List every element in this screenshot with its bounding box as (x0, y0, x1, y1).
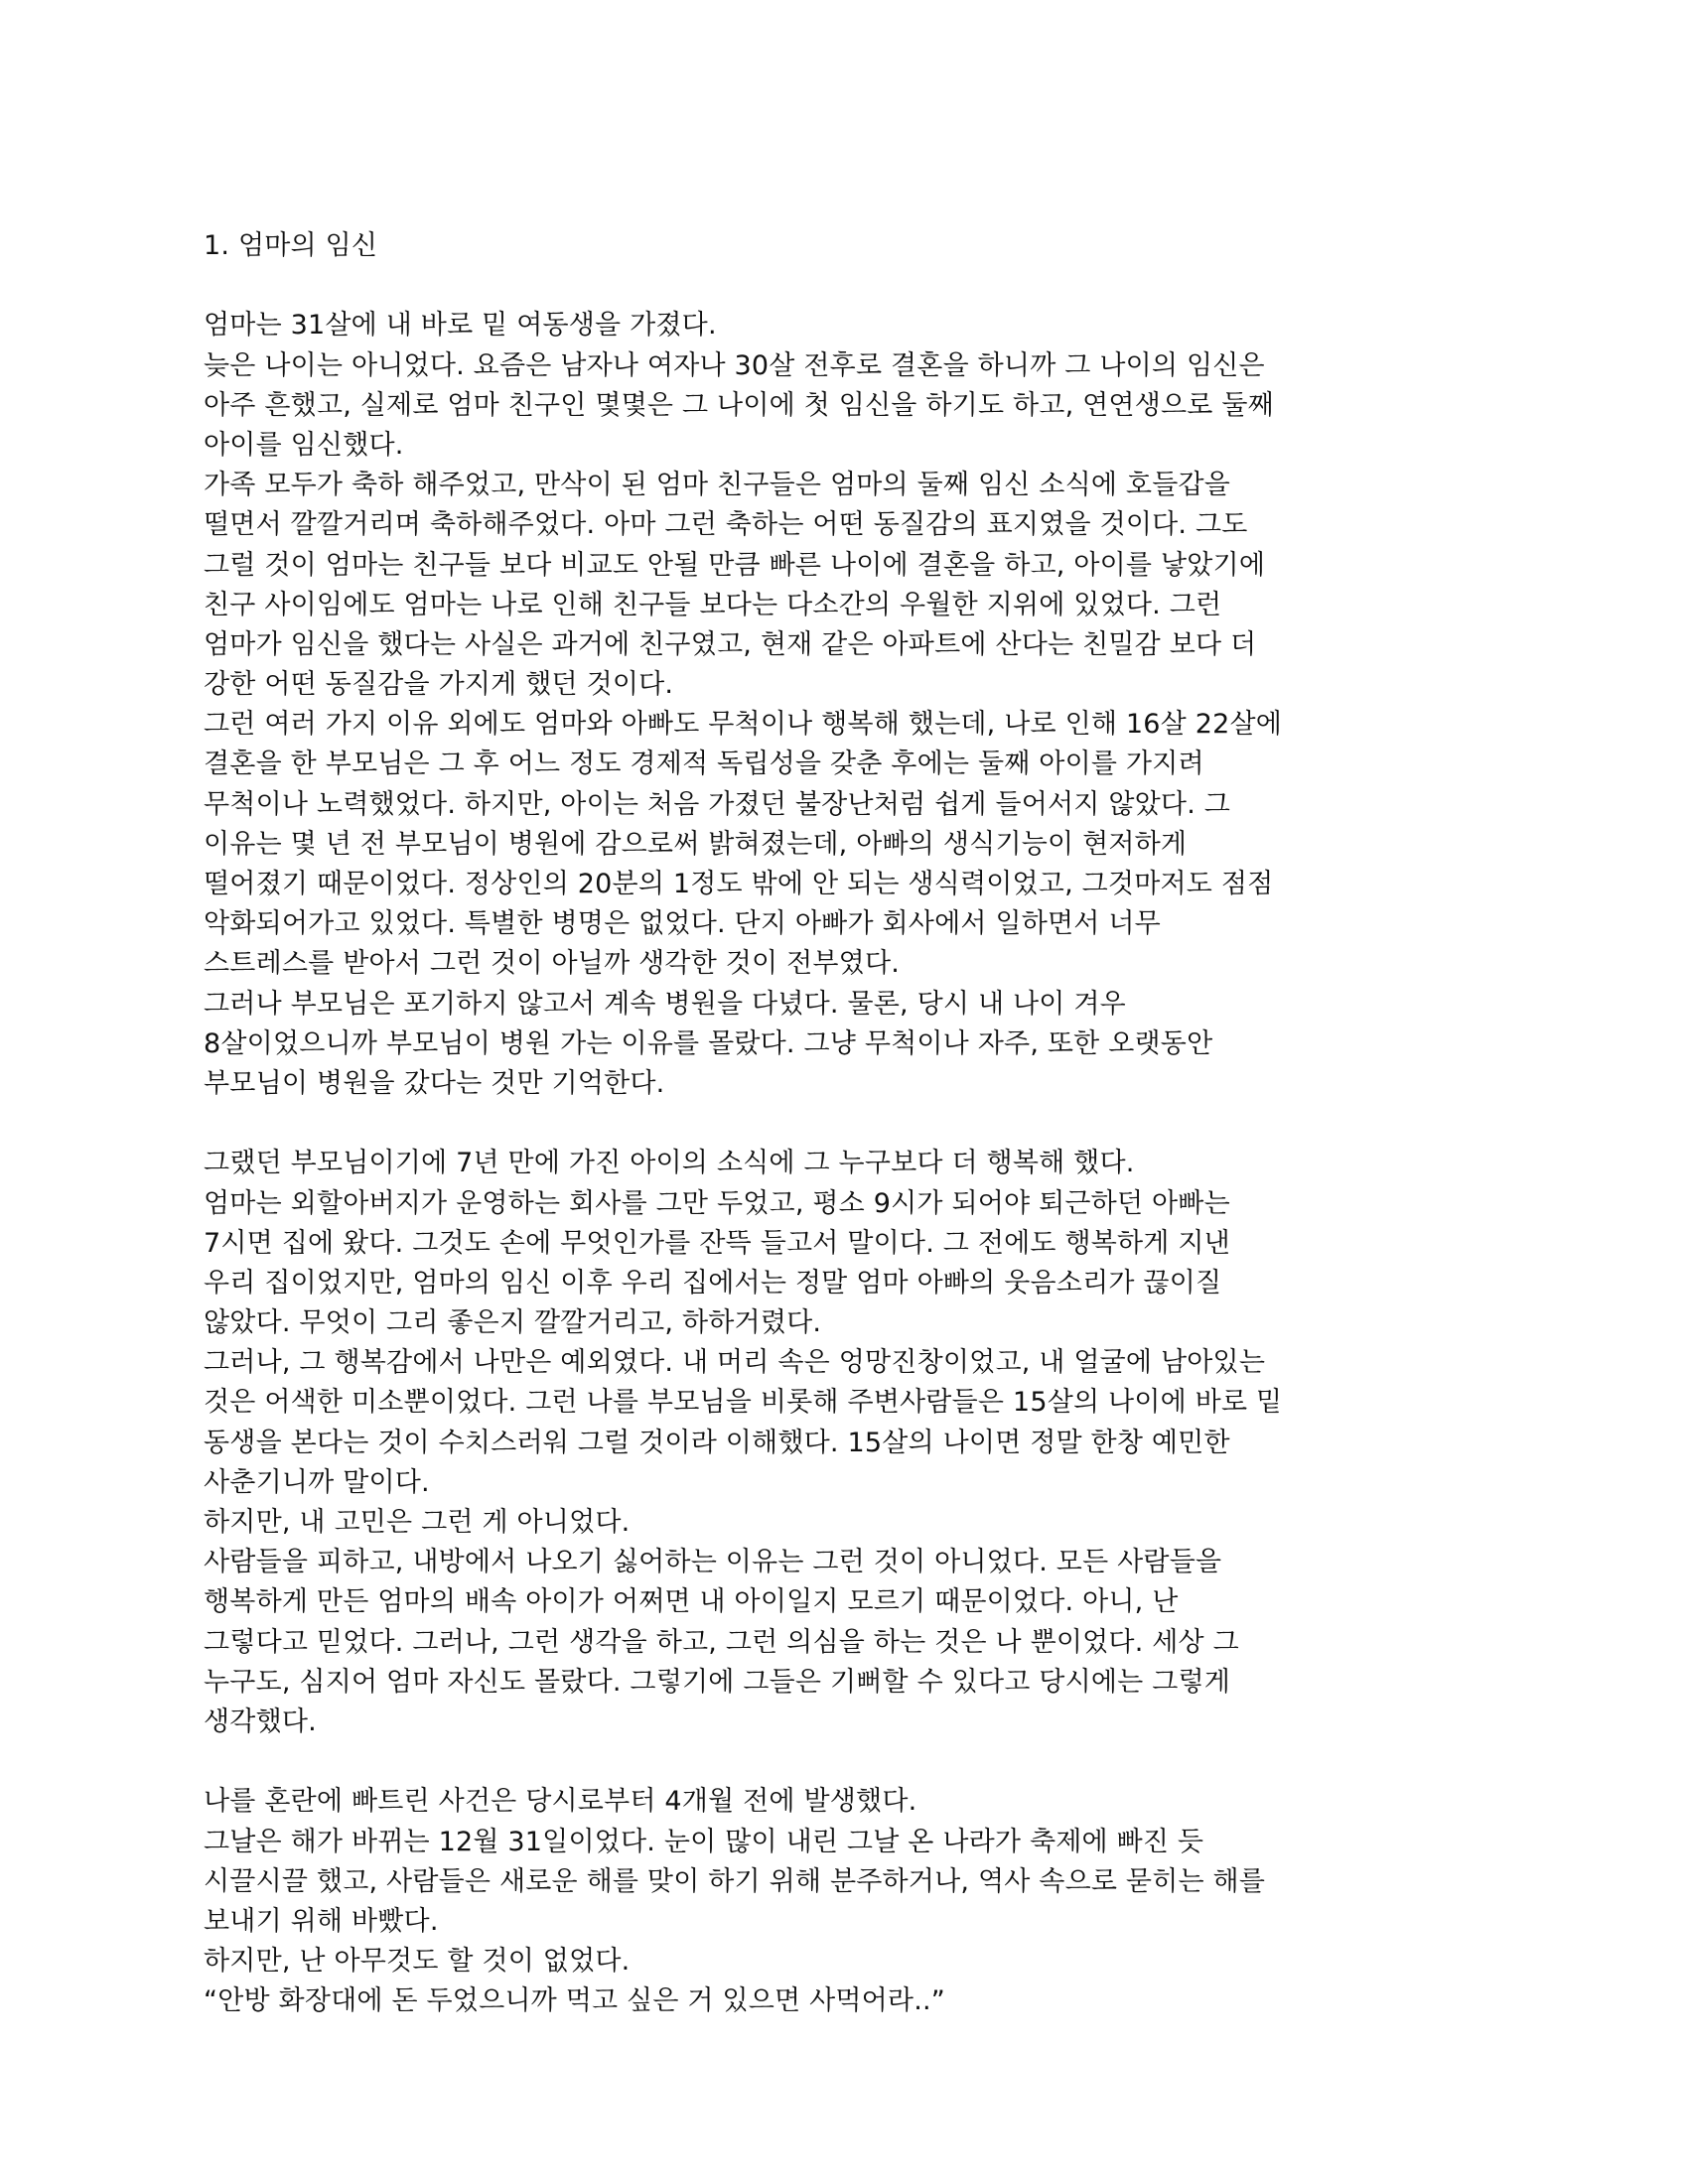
body-text-line: 8살이었으니까 부모님이 병원 가는 이유를 몰랐다. 그냥 무척이나 자주, 또한 오랫동안 (204, 1027, 1213, 1059)
body-text-line: 나를 혼란에 빠트린 사건은 당시로부터 4개월 전에 발생했다. (204, 1786, 917, 1818)
body-text-line: 보내기 위해 바빴다. (204, 1905, 439, 1937)
body-text-line: 강한 어떤 동질감을 가지게 했던 것이다. (204, 669, 674, 701)
body-text-line: 하지만, 난 아무것도 할 것이 없었다. (204, 1946, 631, 1978)
body-text-line: 무척이나 노력했었다. 하지만, 아이는 처음 가졌던 불장난처럼 쉽게 들어서지 않았다. 그 (204, 788, 1231, 820)
body-text-line: 그러나, 그 행복감에서 나만은 예외였다. 내 머리 속은 엉망진창이었고, 내 얼굴에 남아있는 (204, 1347, 1266, 1379)
body-text-line: 늦은 나이는 아니었다. 요즘은 남자나 여자나 30살 전후로 결혼을 하니까 그 나이의 임신은 (204, 349, 1265, 381)
chapter-heading: 1. 엄마의 임신 (204, 230, 378, 261)
body-text-line: 악화되어가고 있었다. 특별한 병명은 없었다. 단지 아빠가 회사에서 일하면서 너무 (204, 908, 1161, 940)
body-text-line: 행복하게 만든 엄마의 배속 아이가 어쩌면 내 아이일지 모르기 때문이었다. 아니, 난 (204, 1586, 1179, 1618)
body-text-line: 결혼을 한 부모님은 그 후 어느 정도 경제적 독립성을 갖춘 후에는 둘째 아이를 가지려 (204, 749, 1204, 780)
body-text-line: 가족 모두가 축하 해주었고, 만삭이 된 엄마 친구들은 엄마의 둘째 임신 소식에 호들갑을 (204, 470, 1231, 501)
body-text-line: 떨어졌기 때문이었다. 정상인의 20분의 1정도 밖에 안 되는 생식력이었고, 그것마저도 점점 (204, 869, 1274, 899)
body-text-line: 그랬던 부모님이기에 7년 만에 가진 아이의 소식에 그 누구보다 더 행복해 했다. (204, 1148, 1135, 1179)
body-text-line: 사람들을 피하고, 내방에서 나오기 싫어하는 이유는 그런 것이 아니었다. 모든 사람들을 (204, 1547, 1222, 1578)
body-text-line: 하지만, 내 고민은 그런 게 아니었다. (204, 1507, 631, 1538)
body-text-line: 것은 어색한 미소뿐이었다. 그런 나를 부모님을 비롯해 주변사람들은 15살의 나이에 바로 밑 (204, 1387, 1283, 1419)
body-text-line: 이유는 몇 년 전 부모님이 병원에 감으로써 밝혀졌는데, 아빠의 생식기능이 현저하게 (204, 828, 1188, 860)
body-text-line: 친구 사이임에도 엄마는 나로 인해 친구들 보다는 다소간의 우월한 지위에 있었다. 그런 (204, 589, 1222, 620)
body-text-line: 엄마가 임신을 했다는 사실은 과거에 친구였고, 현재 같은 아파트에 산다는 친밀감 보다 더 (204, 628, 1257, 660)
body-text-line: 아주 흔했고, 실제로 엄마 친구인 몇몇은 그 나이에 첫 임신을 하기도 하고, 연연생으로 둘째 (204, 389, 1274, 421)
body-text-line: 떨면서 깔깔거리며 축하해주었다. 아마 그런 축하는 어떤 동질감의 표지였을 것이다. 그도 (204, 509, 1248, 541)
body-text-line: 않았다. 무엇이 그리 좋은지 깔깔거리고, 하하거렸다. (204, 1307, 822, 1339)
document-body (204, 226, 1484, 2021)
body-text-line: 그러나 부모님은 포기하지 않고서 계속 병원을 다녔다. 물론, 당시 내 나이 겨우 (204, 988, 1126, 1020)
body-text-line: 누구도, 심지어 엄마 자신도 몰랐다. 그렇기에 그들은 기뻐할 수 있다고 당시에는 그렇게 (204, 1666, 1231, 1698)
blank-line (204, 266, 1484, 306)
body-text-line: 7시면 집에 왔다. 그것도 손에 무엇인가를 잔뜩 들고서 말이다. 그 전에도 행복하게 지낸 (204, 1227, 1230, 1259)
body-text-line: 시끌시끌 했고, 사람들은 새로운 해를 맞이 하기 위해 분주하거나, 역사 속으로 묻히는 해를 (204, 1865, 1266, 1897)
body-text-line: 사춘기니까 말이다. (204, 1466, 430, 1498)
body-text-line: 동생을 본다는 것이 수치스러워 그럴 것이라 이해했다. 15살의 나이면 정말 한창 예민한 (204, 1427, 1230, 1458)
body-text-line: “안방 화장대에 돈 두었으니까 먹고 싶은 거 있으면 사먹어라..” (204, 1985, 945, 2017)
body-text-line: 생각했다. (204, 1706, 317, 1737)
body-text-line: 그렇다고 믿었다. 그러나, 그런 생각을 하고, 그런 의심을 하는 것은 나 뿐이었다. 세상 그 (204, 1626, 1239, 1658)
body-text-line: 엄마는 31살에 내 바로 밑 여동생을 가졌다. (204, 310, 717, 341)
body-text-line: 그날은 해가 바뀌는 12월 31일이었다. 눈이 많이 내린 그날 온 나라가 축제에 빠진 듯 (204, 1826, 1204, 1857)
blank-line (204, 1742, 1484, 1782)
body-text-line: 부모님이 병원을 갔다는 것만 기억한다. (204, 1067, 665, 1099)
body-text-line: 엄마는 외할아버지가 운영하는 회사를 그만 두었고, 평소 9시가 되어야 퇴근하던 아빠는 (204, 1187, 1230, 1219)
body-text-line: 그런 여러 가지 이유 외에도 엄마와 아빠도 무척이나 행복해 했는데, 나로 인해 16살 22살에 (204, 709, 1283, 741)
body-text-line: 아이를 임신했다. (204, 429, 404, 461)
body-text-line: 우리 집이었지만, 엄마의 임신 이후 우리 집에서는 정말 엄마 아빠의 웃음소리가 끊이질 (204, 1267, 1222, 1298)
body-text-line: 스트레스를 받아서 그런 것이 아닐까 생각한 것이 전부였다. (204, 948, 901, 980)
blank-line (204, 1104, 1484, 1144)
body-text-line: 그럴 것이 엄마는 친구들 보다 비교도 안될 만큼 빠른 나이에 결혼을 하고, 아이를 낳았기에 (204, 549, 1266, 581)
